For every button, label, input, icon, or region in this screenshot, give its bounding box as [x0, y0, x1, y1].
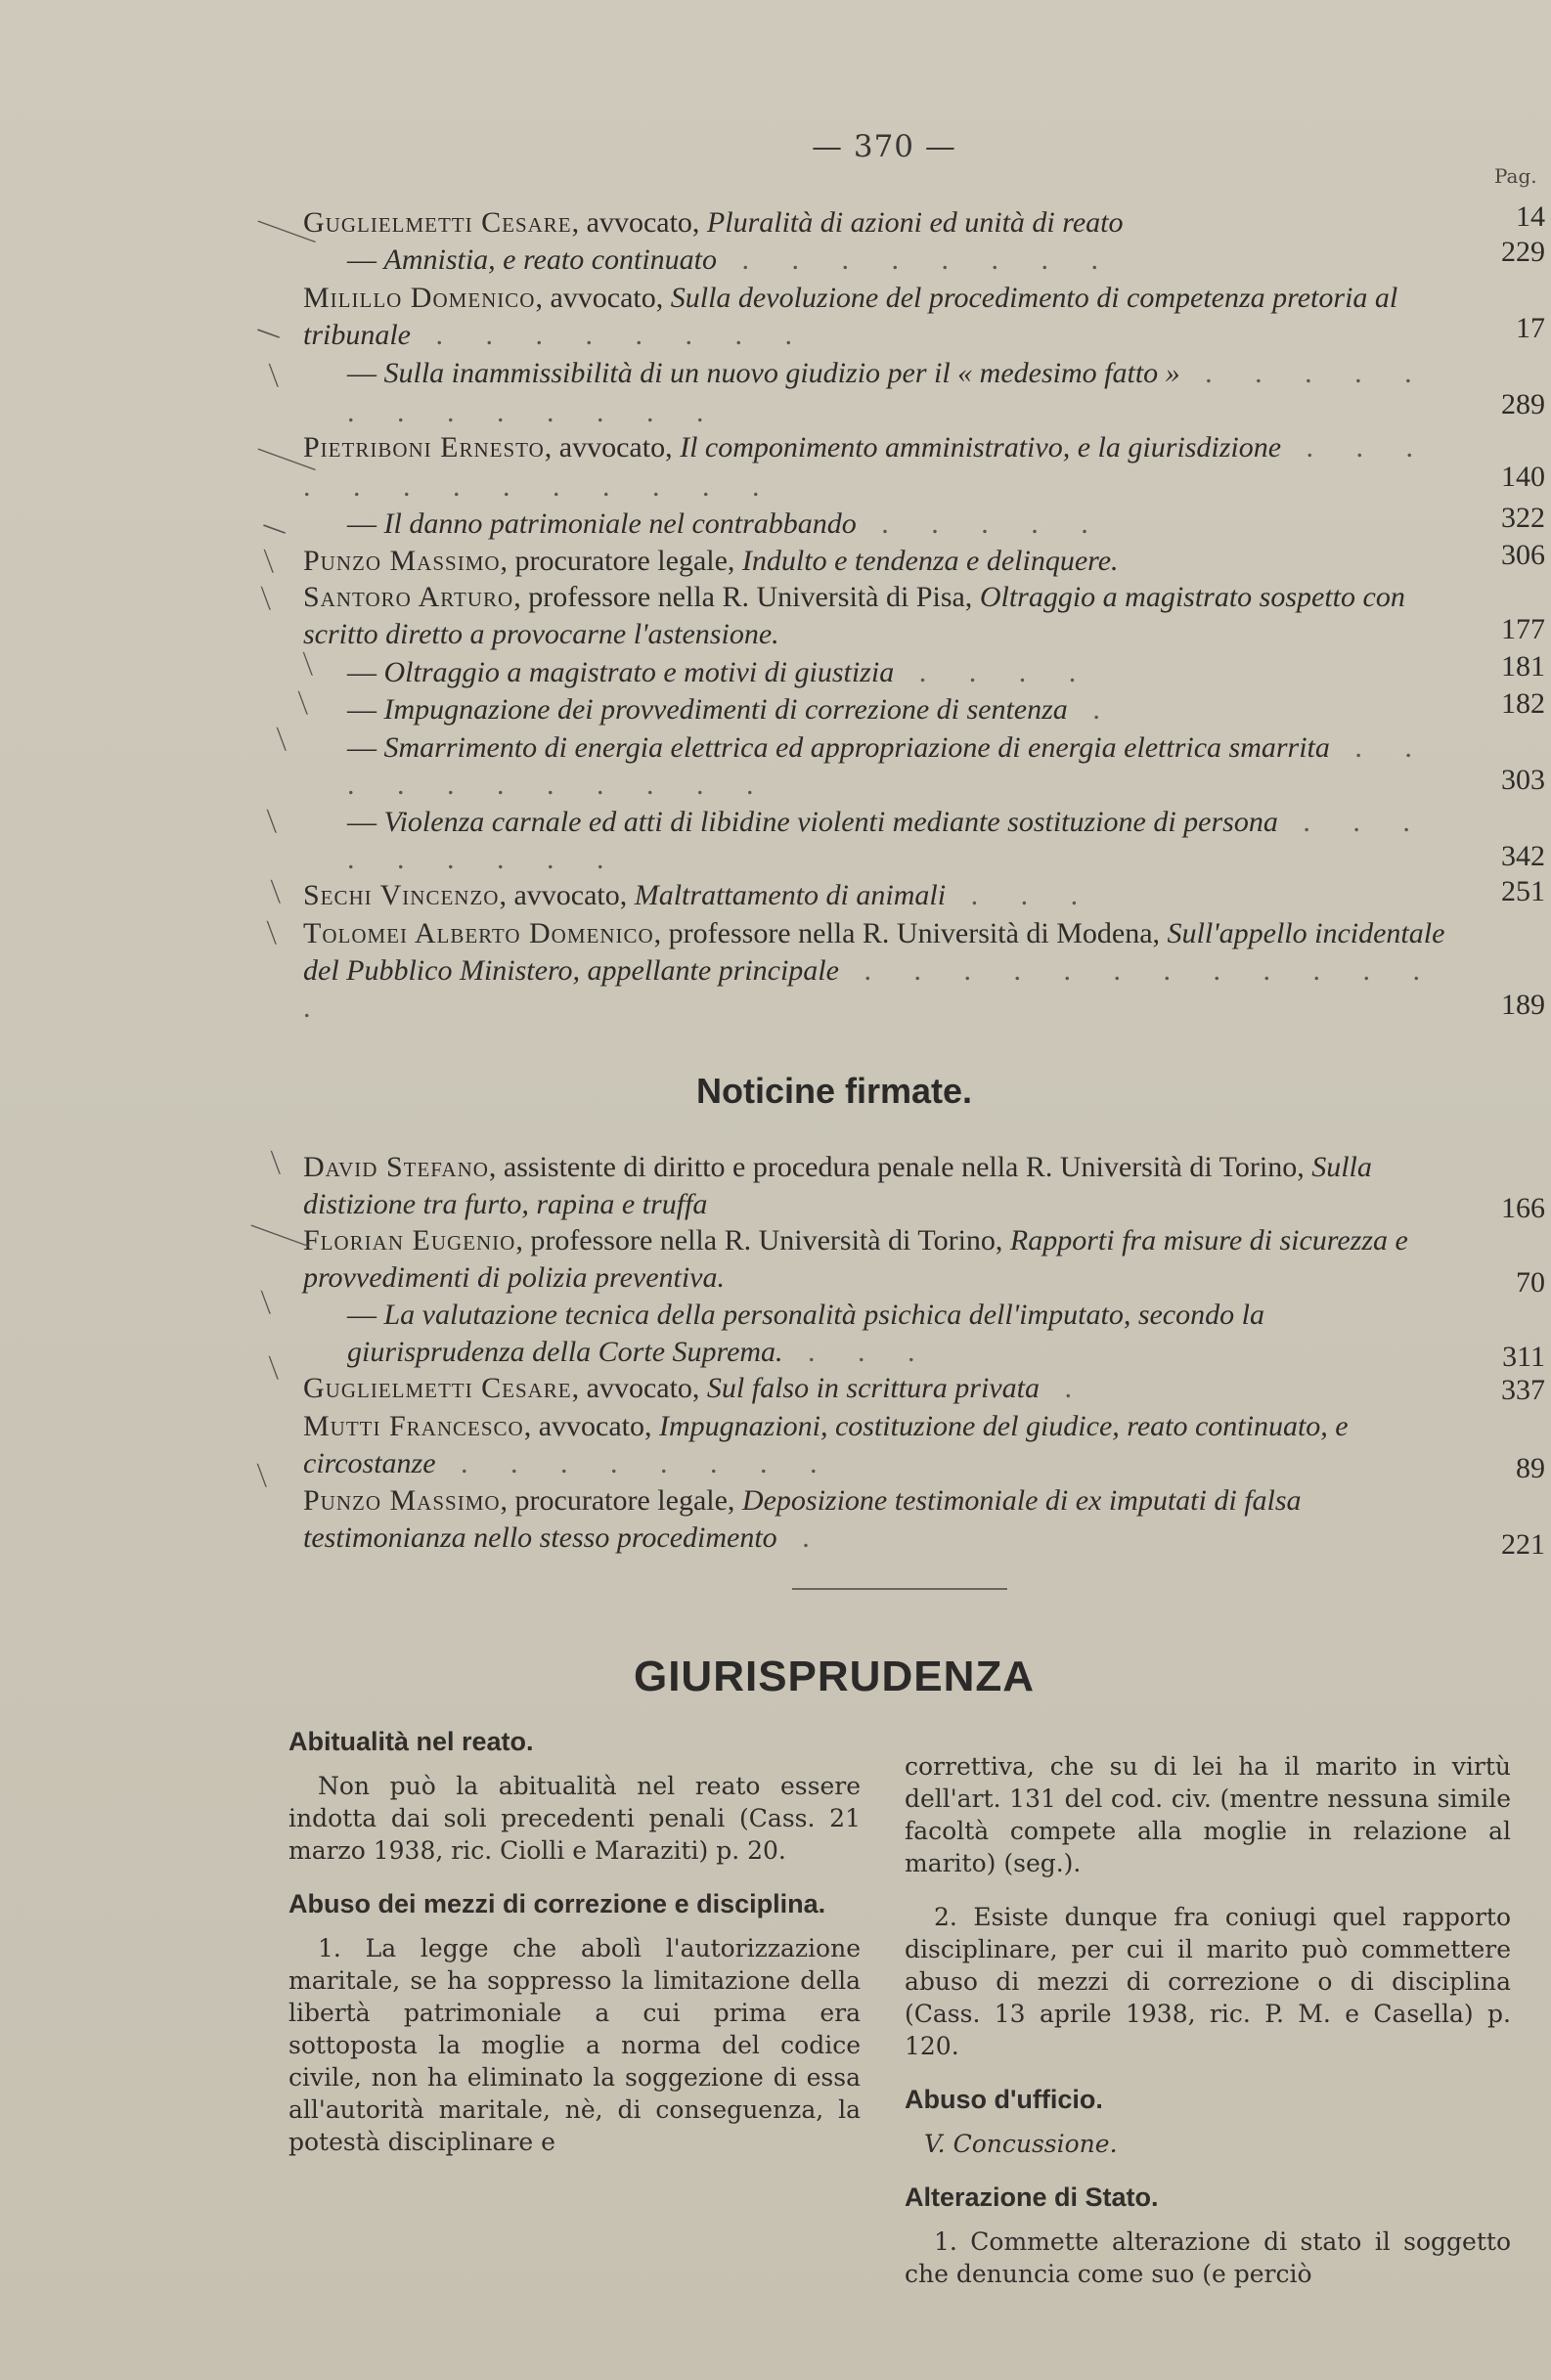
index-entry: — Sulla inammissibilità di un nuovo giudizio per il « medesimo fatto » . . . . . . . . . . . . . — [347, 357, 1430, 428]
page-ref: 311 — [1502, 1341, 1545, 1373]
entry-paragraph: 2. Esiste dunque fra coniugi quel rapporto disciplinare, per cui il marito può commettere abuso di mezzi di correzione o di disciplina (Cass. 13 aprile 1938, ric. P. M. e Casella) p. 120. — [905, 1903, 1511, 2060]
index-entry: Santoro Arturo, professore nella R. Università di Pisa, Oltraggio a magistrato sospetto con scritto diretto a provocarne l'astensione. — [303, 581, 1405, 650]
page-ref: 70 — [1516, 1266, 1545, 1299]
margin-tick-mark: ⟍ — [257, 916, 285, 951]
entry-heading: Abitualità nel reato. — [288, 1727, 534, 1756]
giurisprudenza-heading: GIURISPRUDENZA — [633, 1653, 1036, 1700]
margin-tick-mark: ⟍ — [254, 545, 282, 580]
margin-tick-mark: ⟍ — [251, 582, 279, 617]
margin-tick-mark: ⟍ — [257, 805, 285, 840]
index-entry: Guglielmetti Cesare, avvocato, Sul falso in scrittura privata . — [303, 1372, 1089, 1404]
entry-paragraph: correttiva, che su di lei ha il marito in virtù dell'art. 131 del cod. civ. (mentre nessuna simile facoltà compete alla moglie in relazione al marito) (seg.). — [905, 1752, 1511, 1877]
index-entry: Punzo Massimo, procuratore legale, Indulto e tendenza e delinquere. — [303, 545, 1119, 577]
page-ref: 303 — [1501, 764, 1545, 796]
index-entry: — Impugnazione dei provvedimenti di correzione di sentenza . — [347, 693, 1118, 726]
index-entry: Mutti Francesco, avvocato, Impugnazioni, costituzione del giudice, reato continuato, e circostanze . . . . . . . . — [303, 1410, 1349, 1479]
index-entry: — Violenza carnale ed atti di libidine violenti mediante sostituzione di persona . . . . . . . . . — [347, 806, 1428, 875]
margin-tick-mark: ⸻ — [251, 205, 323, 256]
left-text-column — [288, 1726, 861, 2180]
page-ref: 337 — [1501, 1374, 1545, 1406]
page-ref: 229 — [1501, 236, 1545, 268]
page-ref: 322 — [1501, 502, 1545, 534]
cross-reference: V. Concussione. — [924, 2130, 1118, 2158]
entry-paragraph: 1. Commette alterazione di stato il soggetto che denuncia come suo (e perciò — [905, 2227, 1511, 2288]
index-entry: Florian Eugenio, professore nella R. Università di Torino, Rapporti fra misure di sicurezza e provvedimenti di polizia preventiva. — [303, 1224, 1408, 1294]
noticine-heading: Noticine firmate. — [695, 1071, 973, 1111]
page-number: — 370 — — [812, 129, 956, 164]
page-ref: 89 — [1516, 1452, 1545, 1484]
index-entry: Milillo Domenico, avvocato, Sulla devoluzione del procedimento di competenza pretoria al tribunale . . . . . . . . — [303, 282, 1398, 351]
right-text-column — [905, 1750, 1511, 2312]
margin-tick-mark: ⸻ — [251, 433, 323, 484]
entry-paragraph: 1. La legge che abolì l'autorizzazione maritale, se ha soppresso la limitazione della libertà patrimoniale a cui prima era sottoposta la moglie a norma del codice civile, non ha eliminato la soggezione di essa all'autorità maritale, nè, di conseguenza, la potestà disciplinare e — [288, 1934, 861, 2156]
index-entry: Punzo Massimo, procuratore legale, Deposizione testimoniale di ex imputati di falsa testimonianza nello stesso procedimento . — [303, 1484, 1302, 1554]
margin-tick-mark: ⟍ — [259, 1351, 287, 1387]
entry-heading: Alterazione di Stato. — [905, 2182, 1159, 2212]
index-entry: Guglielmetti Cesare, avvocato, Pluralità di azioni ed unità di reato — [303, 206, 1124, 239]
page-ref: 189 — [1501, 989, 1545, 1021]
page-ref: 181 — [1501, 650, 1545, 683]
margin-tick-mark: ⟍ — [288, 686, 316, 722]
index-entry: — Il danno patrimoniale nel contrabbando . . . . . — [347, 507, 1106, 540]
index-entry: Pietriboni Ernesto, avvocato, Il componimento amministrativo, e la giurisdizione . . . . . . . . . . . . . — [303, 431, 1432, 503]
page-ref: 166 — [1501, 1192, 1545, 1224]
margin-tick-mark: ⸻ — [244, 1210, 316, 1260]
margin-tick-mark: — — [251, 314, 287, 351]
index-entry: Sechi Vincenzo, avvocato, Maltrattamento di animali . . . — [303, 879, 1096, 911]
margin-tick-mark: ⟍ — [293, 647, 321, 683]
margin-tick-mark: ⟍ — [247, 1459, 275, 1494]
section-divider — [792, 1588, 1007, 1590]
margin-tick-mark: — — [257, 509, 292, 547]
page-ref: 14 — [1516, 200, 1545, 233]
index-entry: Tolomei Alberto Domenico, professore nella R. Università di Modena, Sull'appello incidentale del Pubblico Ministero, appellante principale . . . . . . . . . . . . . — [303, 917, 1445, 1024]
margin-tick-mark: ⟍ — [261, 875, 288, 910]
index-entry: David Stefano, assistente di diritto e procedura penale nella R. Università di Torino, Sulla distizione tra furto, rapina e truffa — [303, 1151, 1372, 1220]
index-entry: — Amnistia, e reato continuato . . . . . . . . — [347, 243, 1117, 276]
margin-tick-mark: ⟍ — [251, 1286, 279, 1321]
page-ref: 342 — [1501, 840, 1545, 872]
margin-tick-mark: ⟍ — [267, 723, 294, 758]
index-entry: — Smarrimento di energia elettrica ed appropriazione di energia elettrica smarrita . . . . . . . . . . . — [347, 731, 1430, 801]
page-ref: 251 — [1501, 875, 1545, 907]
page-ref: 177 — [1501, 613, 1545, 645]
page-ref: 221 — [1501, 1528, 1545, 1561]
margin-tick-mark: ⟍ — [259, 359, 287, 394]
entry-heading: Abuso d'ufficio. — [905, 2085, 1103, 2114]
entry-paragraph: Non può la abitualità nel reato essere indotta dai soli precedenti penali (Cass. 21 marzo 1938, ric. Ciolli e Maraziti) p. 20. — [288, 1772, 861, 1865]
entry-heading: Abuso dei mezzi di correzione e disciplina. — [288, 1889, 826, 1918]
margin-tick-mark: ⟍ — [261, 1146, 288, 1181]
index-entry: — Oltraggio a magistrato e motivi di giustizia . . . . — [347, 656, 1094, 688]
page-ref: 140 — [1501, 461, 1545, 493]
page-ref: 182 — [1501, 687, 1545, 720]
page-ref: 306 — [1501, 539, 1545, 571]
index-entry: — La valutazione tecnica della personalità psichica dell'imputato, secondo la giurisprudenza della Corte Suprema. . . . — [347, 1299, 1264, 1368]
pag-column-label: Pag. — [1494, 164, 1537, 188]
page-ref: 17 — [1516, 312, 1545, 344]
page-ref: 289 — [1501, 388, 1545, 420]
